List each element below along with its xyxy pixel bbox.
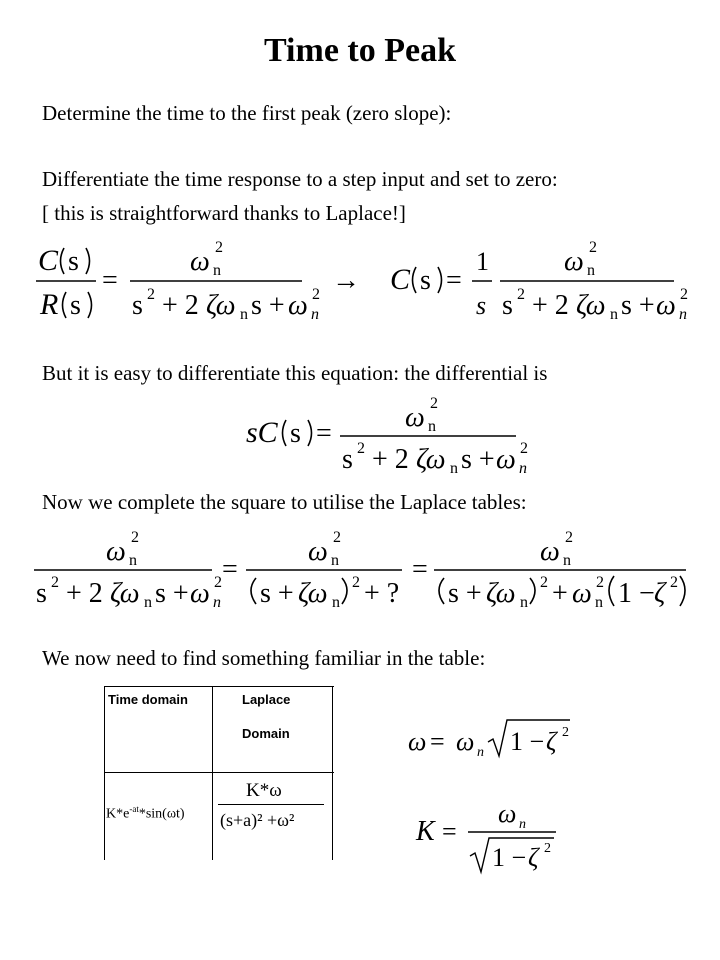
k-definition-equation — [410, 792, 570, 876]
svg-text:=: = — [316, 418, 332, 449]
svg-text:ω: ω — [106, 536, 126, 567]
svg-text:s +: s + — [155, 578, 189, 609]
svg-text:2: 2 — [589, 239, 597, 256]
svg-text:2: 2 — [680, 286, 688, 303]
svg-text:s: s — [132, 290, 143, 321]
svg-text:=: = — [430, 727, 445, 756]
fraction-bar — [218, 804, 324, 805]
svg-text:2: 2 — [312, 286, 320, 303]
svg-text:ω: ω — [405, 402, 425, 433]
instruction-text: [ this is straightforward thanks to Laplace!] — [42, 201, 406, 225]
svg-text:=: = — [222, 554, 238, 585]
svg-text:=: = — [412, 554, 428, 585]
svg-text:=: = — [446, 265, 462, 296]
svg-text:ω: ω — [496, 444, 516, 474]
svg-text:ω: ω — [288, 290, 308, 321]
svg-text:ω: ω — [408, 727, 427, 756]
svg-text:n: n — [587, 262, 595, 279]
svg-text:n: n — [331, 552, 339, 569]
svg-text:2: 2 — [670, 574, 678, 591]
svg-text:+ 2: + 2 — [372, 444, 409, 474]
svg-text:ζω: ζω — [110, 578, 140, 609]
svg-text:ζω: ζω — [416, 444, 446, 474]
svg-text:n: n — [679, 306, 687, 322]
svg-text:sC: sC — [246, 416, 278, 449]
svg-text:2: 2 — [565, 529, 573, 546]
svg-text:ζω: ζω — [576, 290, 606, 321]
svg-text:s: s — [476, 291, 487, 320]
page-title: Time to Peak — [263, 32, 456, 69]
svg-text:ω: ω — [540, 536, 560, 567]
svg-text:n: n — [563, 552, 571, 569]
laplace-table — [104, 686, 334, 860]
svg-text:2: 2 — [214, 574, 222, 591]
instruction-text: We now need to find something familiar in the table: — [42, 646, 486, 670]
instruction-text: But it is easy to differentiate this equation: the differential is — [42, 361, 548, 385]
svg-text:2: 2 — [333, 529, 341, 546]
svg-text:ζω: ζω — [486, 578, 516, 609]
table-header-domain: Domain — [242, 726, 290, 741]
svg-text:+ 2: + 2 — [162, 290, 199, 321]
svg-text:n: n — [213, 262, 221, 279]
svg-text:2: 2 — [51, 574, 59, 591]
svg-text:ζω: ζω — [298, 578, 328, 609]
svg-text:n: n — [477, 745, 484, 760]
svg-text:+ 2: + 2 — [66, 578, 103, 609]
svg-text:n: n — [213, 594, 221, 610]
svg-text:1 −: 1 − — [510, 727, 545, 756]
svg-text:n: n — [428, 418, 436, 435]
svg-text:ω: ω — [456, 727, 475, 756]
svg-text:n: n — [311, 306, 319, 322]
complete-square-equation — [30, 524, 694, 610]
svg-text:2: 2 — [517, 286, 525, 303]
svg-text:2: 2 — [131, 529, 139, 546]
svg-text:2: 2 — [430, 395, 438, 412]
svg-text:2: 2 — [544, 841, 551, 856]
svg-text:ζ: ζ — [546, 727, 557, 756]
svg-text:1 −: 1 − — [492, 843, 527, 872]
table-header-laplace: Laplace — [242, 692, 291, 707]
svg-text:+ 2: + 2 — [532, 290, 569, 321]
svg-text:n: n — [610, 306, 618, 322]
svg-text:C: C — [390, 263, 411, 296]
svg-text:s: s — [68, 246, 79, 277]
table-cell-laplace-denominator: (s+a)² +ω² — [220, 810, 295, 830]
svg-text:2: 2 — [520, 440, 528, 457]
svg-text:s +: s + — [461, 444, 495, 474]
svg-text:s: s — [290, 418, 301, 449]
svg-text:n: n — [129, 552, 137, 569]
instruction-text: Determine the time to the first peak (zero slope): — [42, 101, 452, 125]
svg-text:R: R — [40, 288, 59, 321]
svg-text:s: s — [70, 290, 81, 321]
svg-text:n: n — [520, 594, 528, 610]
svg-text:n: n — [519, 460, 527, 474]
svg-text:=: = — [442, 817, 457, 846]
svg-text:1: 1 — [476, 247, 489, 276]
svg-text:1 −: 1 − — [618, 578, 655, 609]
svg-text:n: n — [144, 594, 152, 610]
svg-text:s: s — [342, 444, 353, 474]
svg-text:ω: ω — [190, 246, 210, 277]
svg-text:ω: ω — [656, 290, 676, 321]
svg-text:n: n — [240, 306, 248, 322]
svg-text:ζ: ζ — [528, 843, 539, 872]
svg-text:s +: s + — [251, 290, 285, 321]
svg-text:+: + — [552, 578, 568, 609]
svg-text:s: s — [502, 290, 513, 321]
svg-text:=: = — [102, 265, 118, 296]
svg-text:2: 2 — [215, 239, 223, 256]
svg-text:K: K — [416, 816, 435, 847]
svg-text:ω: ω — [564, 246, 584, 277]
instruction-text: Now we complete the square to utilise the Laplace tables: — [42, 490, 527, 514]
svg-text:2: 2 — [562, 725, 569, 740]
svg-text:ω: ω — [572, 578, 592, 609]
svg-text:2: 2 — [147, 286, 155, 303]
svg-text:ζω: ζω — [206, 290, 236, 321]
svg-text:n: n — [332, 594, 340, 610]
omega-definition-equation — [402, 714, 582, 764]
differential-equation — [240, 394, 530, 474]
svg-text:ω: ω — [190, 578, 210, 609]
table-cell-laplace-numerator: K*ω — [246, 780, 282, 801]
svg-text:2: 2 — [357, 440, 365, 457]
table-header-time-domain: Time domain — [108, 692, 188, 707]
svg-text:C: C — [38, 244, 59, 277]
svg-text:s: s — [420, 265, 431, 296]
svg-text:s +: s + — [260, 578, 294, 609]
table-cell-time-function: $K*e^{-at}*\sin(\omega t)$ — [106, 804, 185, 822]
svg-text:2: 2 — [596, 574, 604, 591]
instruction-text: Differentiate the time response to a step input and set to zero: — [42, 167, 558, 191]
svg-text:ζ: ζ — [654, 578, 666, 609]
svg-text:ω: ω — [308, 536, 328, 567]
svg-text:n: n — [595, 594, 603, 610]
svg-text:s: s — [36, 578, 47, 609]
arrow-icon: → — [332, 265, 360, 296]
transfer-function-equation — [30, 232, 690, 322]
svg-text:+ ?: + ? — [364, 578, 400, 609]
svg-text:n: n — [519, 817, 526, 832]
svg-text:n: n — [450, 460, 458, 474]
svg-text:2: 2 — [352, 574, 360, 591]
svg-text:2: 2 — [540, 574, 548, 591]
svg-text:s +: s + — [448, 578, 482, 609]
svg-text:ω: ω — [498, 799, 517, 828]
svg-text:s +: s + — [621, 290, 655, 321]
